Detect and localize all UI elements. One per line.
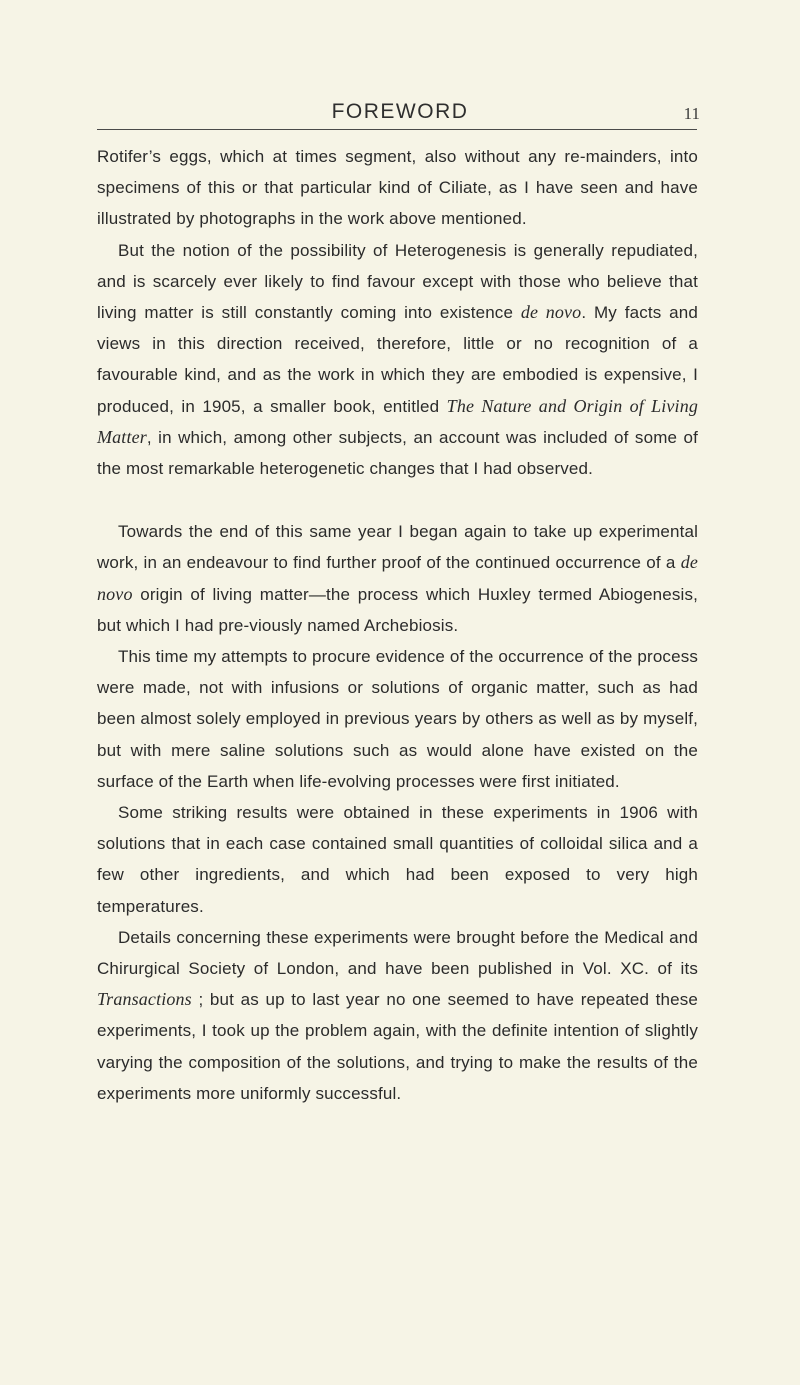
body-text [97,141,698,1109]
text-run: , in which, among other subjects, an account was included of some of the most remarkable heterogenetic changes that I had observed. [97,427,698,479]
italic-text: Transactions [97,989,192,1010]
text-run: Some striking results were obtained in these experiments in 1906 with solutions that in each case contained small quantities of colloidal silica and a few other ingredients, and which had been exposed to very high temperatures. [97,803,698,916]
paragraph [97,641,698,797]
page-number: 11 [683,104,700,123]
text-run: origin of living matter—the process which Huxley termed Abiogenesis, but which I had pre-viously named Archebiosis. [97,584,698,635]
header-rule [97,129,697,130]
text-run: Details concerning these experiments were brought before the Medical and Chirurgical Society of London, and have been published in Vol. XC. of its [97,927,698,979]
text-run: Rotifer’s eggs, which at times segment, also without any re-mainders, into specimens of this or that particular kind of Ciliate, as I have seen and have illustrated by photographs in the work above mentioned. [97,147,698,229]
italic-text: de novo [97,552,698,604]
text-run: . My facts and views in this direction received, therefore, little or no recognition of a favourable kind, and as the work in which they are embodied is expensive, I produced, in 1905, a smaller book, entitled [97,303,698,416]
text-run: ; but as up to last year no one seemed to have repeated these experiments, I took up the problem again, with the definite intention of slightly varying the composition of the solutions, and trying to make the results of the experiments more uniformly successful. [97,990,698,1103]
text-run: This time my attempts to procure evidence of the occurrence of the process were made, not with infusions or solutions of organic matter, such as had been almost solely employed in previous years by others as well as by myself, but with mere saline solutions such as would alone have existed on the surface of the Earth when life-evolving processes were first initiated. [97,647,698,791]
text-run: But the notion of the possibility of Heterogenesis is generally repudiated, and is scarcely ever likely to find favour except with those who believe that living matter is still constantly coming into existence [97,240,698,323]
text-run: Towards the end of this same year I began again to take up experimental work, in an endeavour to find further proof of the continued occurrence of a [97,522,698,573]
paragraph [97,141,698,235]
paragraph [97,235,698,485]
italic-text: The Nature and Origin of Living Matter [97,395,698,447]
running-head: FOREWORD [331,100,469,123]
paragraph [97,922,698,1109]
paragraph-gap [97,484,698,516]
paragraph [97,797,698,922]
italic-text: de novo [520,302,582,323]
paragraph [97,516,698,641]
